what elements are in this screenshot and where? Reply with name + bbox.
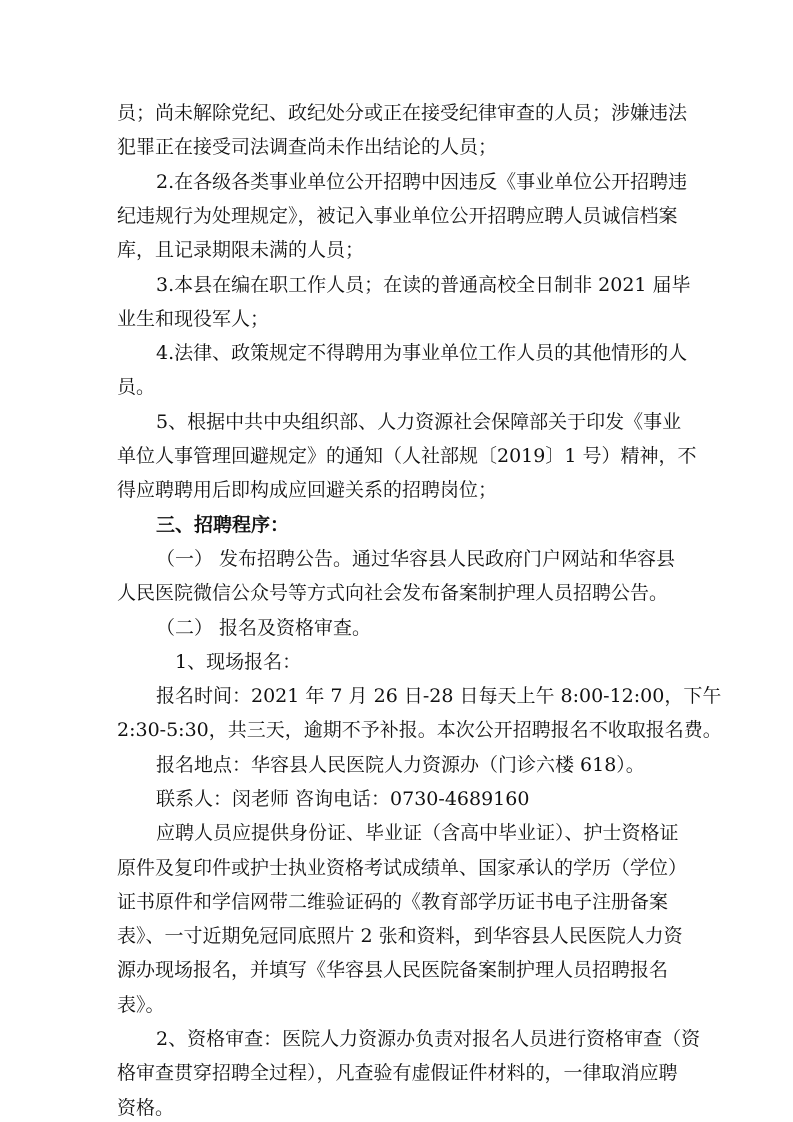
text-line: 员；尚未解除党纪、政纪处分或正在接受纪律审查的人员；涉嫌违法 — [117, 102, 688, 124]
text-line: 4.法律、政策规定不得聘用为事业单位工作人员的其他情形的人 — [156, 342, 688, 364]
text-line: 资格。 — [117, 1097, 175, 1119]
text-line: 应聘人员应提供身份证、毕业证（含高中毕业证）、护士资格证 — [156, 822, 679, 844]
text-line: 业生和现役军人； — [117, 308, 270, 330]
subsection-heading: （二） 报名及资格审查。 — [156, 617, 372, 639]
text-line: 5、根据中共中央组织部、人力资源社会保障部关于印发《事业 — [156, 411, 682, 433]
text-line: 表》。 — [117, 994, 165, 1016]
text-line: 源办现场报名，并填写《华容县人民医院备案制护理人员招聘报名 — [117, 959, 669, 981]
text-line: 格审查贯穿招聘全过程），凡查验有虚假证件材料的，一律取消应聘 — [117, 1062, 678, 1084]
text-line: 报名地点：华容县人民医院人力资源办（门诊六楼 618）。 — [156, 754, 645, 776]
text-line: 得应聘聘用后即构成应回避关系的招聘岗位； — [117, 479, 498, 501]
text-line: 库，且记录期限未满的人员； — [117, 239, 365, 261]
text-line: 单位人事管理回避规定》的通知（人社部规〔2019〕1 号）精神，不 — [117, 445, 697, 467]
text-line: 2.在各级各类事业单位公开招聘中因违反《事业单位公开招聘违 — [156, 171, 688, 193]
text-line: 3.本县在编在职工作人员；在读的普通高校全日制非 2021 届毕 — [156, 274, 691, 296]
text-line: 员。 — [117, 376, 156, 398]
text-line: 2:30-5:30，共三天，逾期不予补报。本次公开招聘报名不收取报名费。 — [117, 719, 722, 741]
text-line: 原件及复印件或护士执业资格考试成绩单、国家承认的学历（学位） — [117, 857, 688, 879]
text-line: 犯罪正在接受司法调查尚未作出结论的人员； — [117, 136, 498, 158]
text-line: 纪违规行为处理规定》，被记入事业单位公开招聘应聘人员诚信档案 — [117, 205, 678, 227]
text-line: 证书原件和学信网带二维验证码的《教育部学历证书电子注册备案 — [117, 891, 669, 913]
text-line: 2、资格审查：医院人力资源办负责对报名人员进行资格审查（资 — [156, 1028, 701, 1050]
subsection-heading: 1、现场报名： — [175, 651, 302, 673]
text-line: 报名时间：2021 年 7 月 26 日-28 日每天上午 8:00-12:00，下午 — [156, 685, 722, 707]
text-line: 表》、一寸近期免冠同底照片 2 张和资料，到华容县人民医院人力资 — [117, 925, 683, 947]
section-heading: 三、招聘程序： — [156, 514, 290, 536]
text-line: （一） 发布招聘公告。通过华容县人民政府门户网站和华容县 — [156, 548, 676, 570]
text-line: 人民医院微信公众号等方式向社会发布备案制护理人员招聘公告。 — [117, 582, 669, 604]
text-line: 联系人：闵老师 咨询电话：0730-4689160 — [156, 788, 530, 810]
